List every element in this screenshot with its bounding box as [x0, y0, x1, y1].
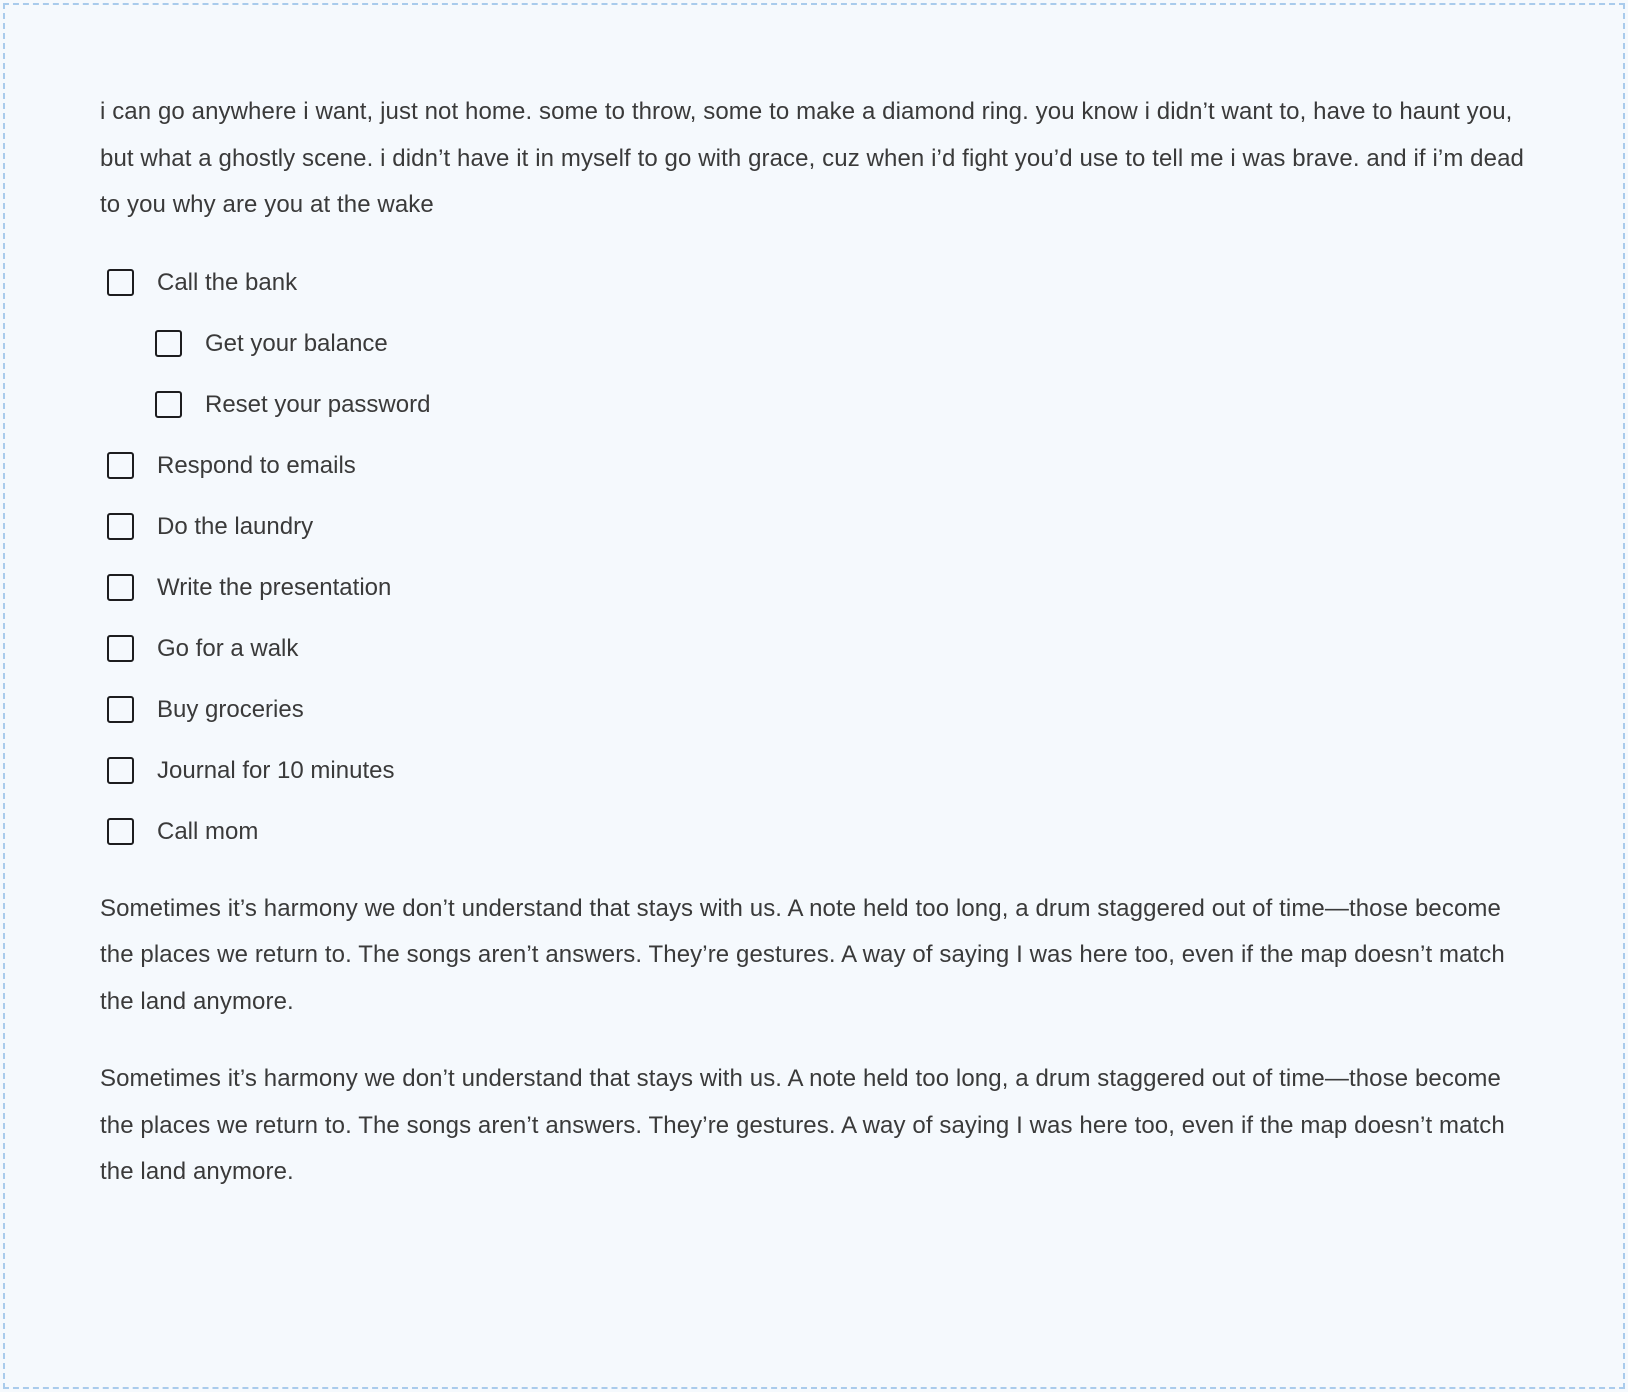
todo-label[interactable]: Call the bank: [157, 268, 298, 296]
todo-checkbox[interactable]: [107, 757, 134, 784]
paragraph-lyrics[interactable]: i can go anywhere i want, just not home. some to throw, some to make a diamond ring. you know i didn’t want to, have to haunt you, but what a ghostly scene. i didn’t have it in myself to go with grace, cuz when i’d fight you’d use to tell me i was brave. and if i’m dead to you why are you at the wake: [100, 98, 1524, 218]
todo-label[interactable]: Reset your password: [205, 390, 431, 418]
paragraph-reflection-1[interactable]: Sometimes it’s harmony we don’t understand that stays with us. A note held too long, a drum staggered out of time—those become the places we return to. The songs aren’t answers. They’re gestures. A way of saying I was here too, even if the map doesn’t match the land anymore.: [100, 894, 1505, 1015]
todo-checkbox[interactable]: [155, 391, 182, 418]
todo-checkbox[interactable]: [107, 269, 134, 296]
todo-item: [100, 687, 1528, 733]
todo-item: [100, 260, 1528, 306]
todo-label[interactable]: Write the presentation: [157, 573, 392, 601]
todo-item: [100, 626, 1528, 672]
todo-checkbox[interactable]: [107, 818, 134, 845]
todo-label[interactable]: Call mom: [157, 817, 259, 845]
editor-canvas[interactable]: [3, 3, 1625, 1389]
document-content: [5, 5, 1623, 1287]
todo-item: [100, 443, 1528, 489]
todo-item: [100, 565, 1528, 611]
todo-list: [100, 260, 1528, 855]
paragraph-reflection-2[interactable]: Sometimes it’s harmony we don’t understand that stays with us. A note held too long, a drum staggered out of time—those become the places we return to. The songs aren’t answers. They’re gestures. A way of saying I was here too, even if the map doesn’t match the land anymore.: [100, 1065, 1505, 1185]
todo-item: [100, 321, 1528, 367]
todo-checkbox[interactable]: [155, 330, 182, 357]
todo-checkbox[interactable]: [107, 574, 134, 601]
todo-label[interactable]: Get your balance: [205, 329, 388, 357]
todo-label[interactable]: Buy groceries: [157, 695, 304, 723]
todo-checkbox[interactable]: [107, 635, 134, 662]
todo-checkbox[interactable]: [107, 452, 134, 479]
todo-checkbox[interactable]: [107, 696, 134, 723]
todo-label[interactable]: Do the laundry: [157, 512, 314, 540]
todo-item: [100, 382, 1528, 428]
todo-checkbox[interactable]: [107, 513, 134, 540]
todo-label[interactable]: Journal for 10 minutes: [157, 756, 395, 784]
todo-item: [100, 748, 1528, 794]
todo-label[interactable]: Go for a walk: [157, 634, 299, 662]
todo-label[interactable]: Respond to emails: [157, 451, 356, 479]
todo-item: [100, 809, 1528, 855]
todo-item: [100, 504, 1528, 550]
